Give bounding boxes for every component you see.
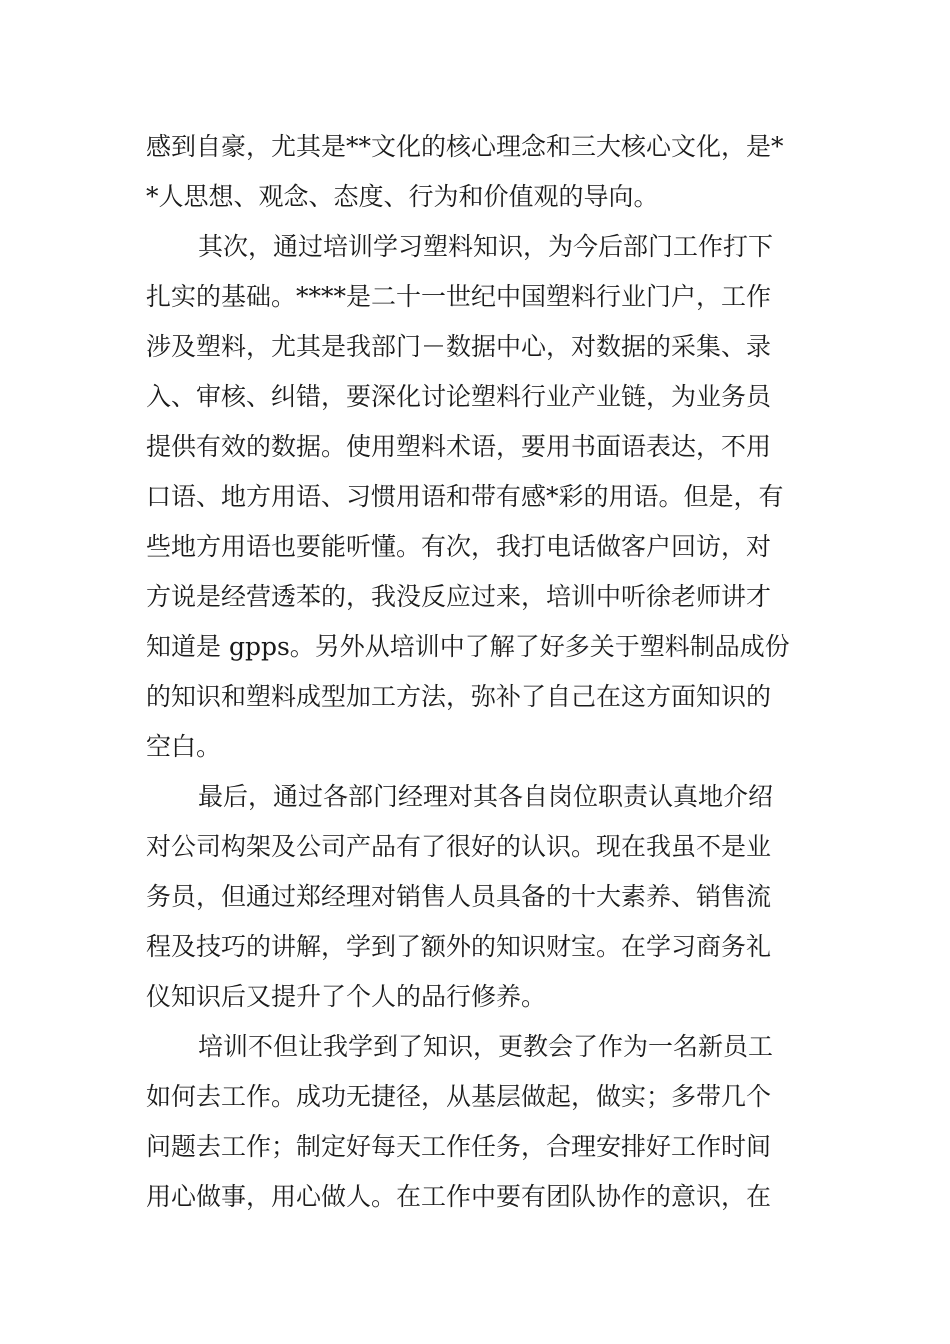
text-line: 程及技巧的讲解，学到了额外的知识财宝。在学习商务礼 [146,932,772,961]
text-line: 如何去工作。成功无捷径，从基层做起，做实；多带几个 [146,1082,772,1111]
text-line: 仪知识后又提升了个人的品行修养。 [146,982,547,1011]
text-line: 涉及塑料，尤其是我部门－数据中心，对数据的采集、录 [146,332,772,361]
text-line: 问题去工作；制定好每天工作任务，合理安排好工作时间 [146,1132,772,1161]
text-line: 感到自豪，尤其是**文化的核心理念和三大核心文化，是* [146,132,784,161]
paragraph-first-line: 其次，通过培训学习塑料知识，为今后部门工作打下 [198,232,774,261]
text-line: 对公司构架及公司产品有了很好的认识。现在我虽不是业 [146,832,772,861]
text-line: 扎实的基础。****是二十一世纪中国塑料行业门户，工作 [146,282,772,311]
text-line: 方说是经营透苯的，我没反应过来，培训中听徐老师讲才 [146,582,772,611]
text-line: 提供有效的数据。使用塑料术语，要用书面语表达，不用 [146,432,772,461]
text-line: 用心做事，用心做人。在工作中要有团队协作的意识，在 [146,1182,772,1211]
document-body [146,122,826,1222]
text-line: 务员，但通过郑经理对销售人员具备的十大素养、销售流 [146,882,772,911]
text-line: 知道是 gpps。另外从培训中了解了好多关于塑料制品成份 [146,632,790,661]
paragraph-first-line: 最后，通过各部门经理对其各自岗位职责认真地介绍 [198,782,774,811]
text-line: 些地方用语也要能听懂。有次，我打电话做客户回访，对 [146,532,772,561]
text-line: *人思想、观念、态度、行为和价值观的导向。 [146,182,659,211]
text-line: 口语、地方用语、习惯用语和带有感*彩的用语。但是，有 [146,482,784,511]
text-line: 的知识和塑料成型加工方法，弥补了自己在这方面知识的 [146,682,772,711]
paragraph-first-line: 培训不但让我学到了知识，更教会了作为一名新员工 [198,1032,774,1061]
text-line: 入、审核、纠错，要深化讨论塑料行业产业链，为业务员 [146,382,772,411]
text-line: 空白。 [146,732,222,761]
